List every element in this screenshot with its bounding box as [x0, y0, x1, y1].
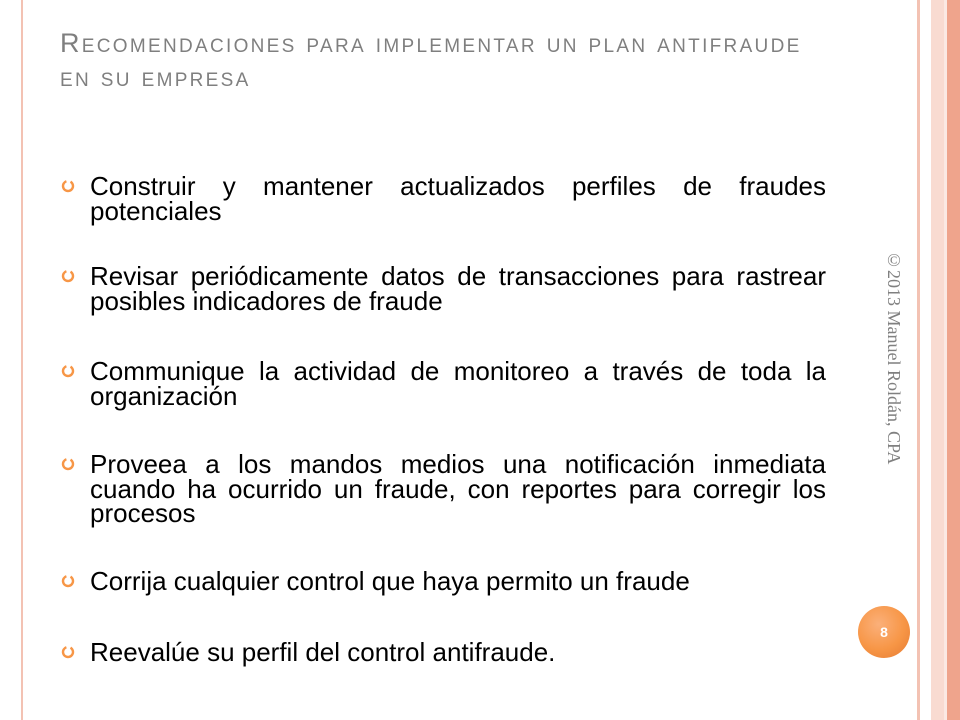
bullet-item: [90, 171, 826, 226]
page-number: 8: [880, 624, 888, 640]
ring-bullet-icon: [61, 457, 75, 471]
bullet-item: [90, 637, 826, 667]
decorative-stripe: [931, 0, 944, 720]
decorative-stripe: [947, 0, 960, 720]
bullet-item: [90, 356, 826, 411]
slide-title: Recomendaciones para implementar un plan antifraude en su empresa: [60, 28, 802, 92]
bullet-text: Construir y mantener actualizados perfiles de fraudes potenciales: [90, 171, 826, 226]
bullet-item: [90, 566, 826, 596]
ring-bullet-icon: [61, 364, 75, 378]
left-border-line: [21, 0, 23, 720]
ring-bullet-icon: [61, 645, 75, 659]
bullet-text: Reevalúe su perfil del control antifraude.: [90, 637, 556, 667]
decorative-stripe: [917, 0, 920, 720]
ring-bullet-icon: [61, 574, 75, 588]
copyright-notice: ©2013 Manuel Roldán, CPA: [884, 250, 904, 465]
bullet-item: [90, 261, 826, 316]
bullet-text: Proveea a los mandos medios una notificación inmediata cuando ha ocurrido un fraude, con reportes para corregir los procesos: [90, 449, 826, 528]
page-number-badge: [858, 606, 910, 658]
ring-bullet-icon: [61, 269, 75, 283]
ring-bullet-icon: [61, 179, 75, 193]
right-decorative-band: [916, 0, 960, 720]
bullet-item: [90, 449, 826, 528]
bullet-text: Communique la actividad de monitoreo a través de toda la organización: [90, 356, 826, 411]
bullet-text: Corrija cualquier control que haya permito un fraude: [90, 566, 690, 596]
bullet-text: Revisar periódicamente datos de transacciones para rastrear posibles indicadores de fraude: [90, 261, 826, 316]
